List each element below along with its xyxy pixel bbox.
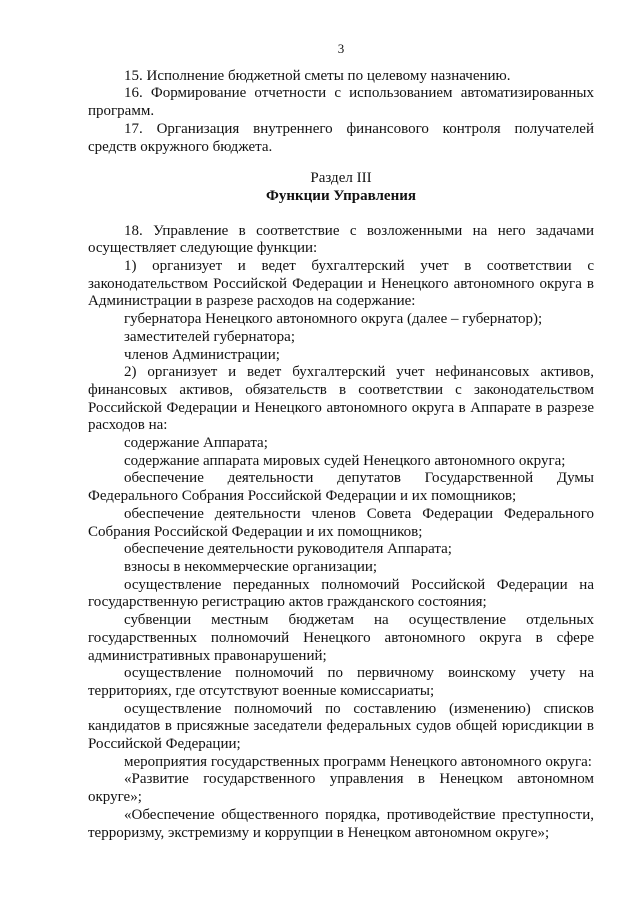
paragraph-subitem-1: 1) организует и ведет бухгалтерский учет в соответствии с законодательством Российской Федерации и Ненецкого автономного округа в Администрации в разрезе расходов на содержание:	[88, 258, 594, 310]
paragraph-item-17: 17. Организация внутреннего финансового контроля получателей средств окружного бюджета.	[88, 120, 594, 155]
list-item: обеспечение деятельности членов Совета Федерации Федерального Собрания Российской Федерации и их помощников;	[88, 505, 594, 540]
paragraph-item-15: 15. Исполнение бюджетной сметы по целевому назначению.	[124, 67, 511, 84]
list-item: осуществление полномочий по первичному воинскому учету на территориях, где отсутствуют военные комиссариаты;	[88, 665, 594, 699]
paragraph-subitem-2: 2) организует и ведет бухгалтерский учет нефинансовых активов, финансовых активов, обязательств в соответствии с законодательством Российской Федерации и Ненецкого автономного округа в Аппарате в разрезе расходов на:	[88, 364, 594, 434]
list-item: содержание аппарата мировых судей Ненецкого автономного округа;	[124, 452, 566, 469]
list-item: членов Администрации;	[124, 346, 280, 363]
list-item: обеспечение деятельности руководителя Аппарата;	[124, 541, 452, 558]
list-item: «Обеспечение общественного порядка, противодействие преступности, терроризму, экстремизму и коррупции в Ненецком автономном округе»;	[88, 806, 594, 841]
list-item: взносы в некоммерческие организации;	[124, 558, 378, 575]
list-item: осуществление полномочий по составлению (изменению) списков кандидатов в присяжные заседатели федеральных судов общей юрисдикции в Российской Федерации;	[88, 700, 594, 753]
list-item: губернатора Ненецкого автономного округа (далее – губернатор);	[124, 311, 543, 328]
list-item: субвенции местным бюджетам на осуществление отдельных государственных полномочий Ненецкого автономного округа в сфере административных правонарушений;	[88, 612, 594, 664]
list-item: «Развитие государственного управления в Ненецком автономном округе»;	[88, 771, 594, 806]
list-item: заместителей губернатора;	[124, 328, 296, 345]
page-number: 3	[337, 41, 345, 56]
list-item: обеспечение деятельности депутатов Государственной Думы Федерального Собрания Российской Федерации и их помощников;	[88, 470, 594, 505]
list-item: содержание Аппарата;	[124, 435, 268, 452]
paragraph-item-16: 16. Формирование отчетности с использованием автоматизированных программ.	[88, 85, 594, 120]
list-item: осуществление переданных полномочий Российской Федерации на государственную регистрацию актов гражданского состояния;	[88, 576, 594, 611]
section-title: Функции Управления	[266, 187, 416, 204]
section-label: Раздел III	[310, 170, 372, 187]
paragraph-item-18: 18. Управление в соответствие с возложенными на него задачами осуществляет следующие функции:	[88, 222, 594, 257]
list-item: мероприятия государственных программ Ненецкого автономного округа:	[124, 753, 592, 770]
